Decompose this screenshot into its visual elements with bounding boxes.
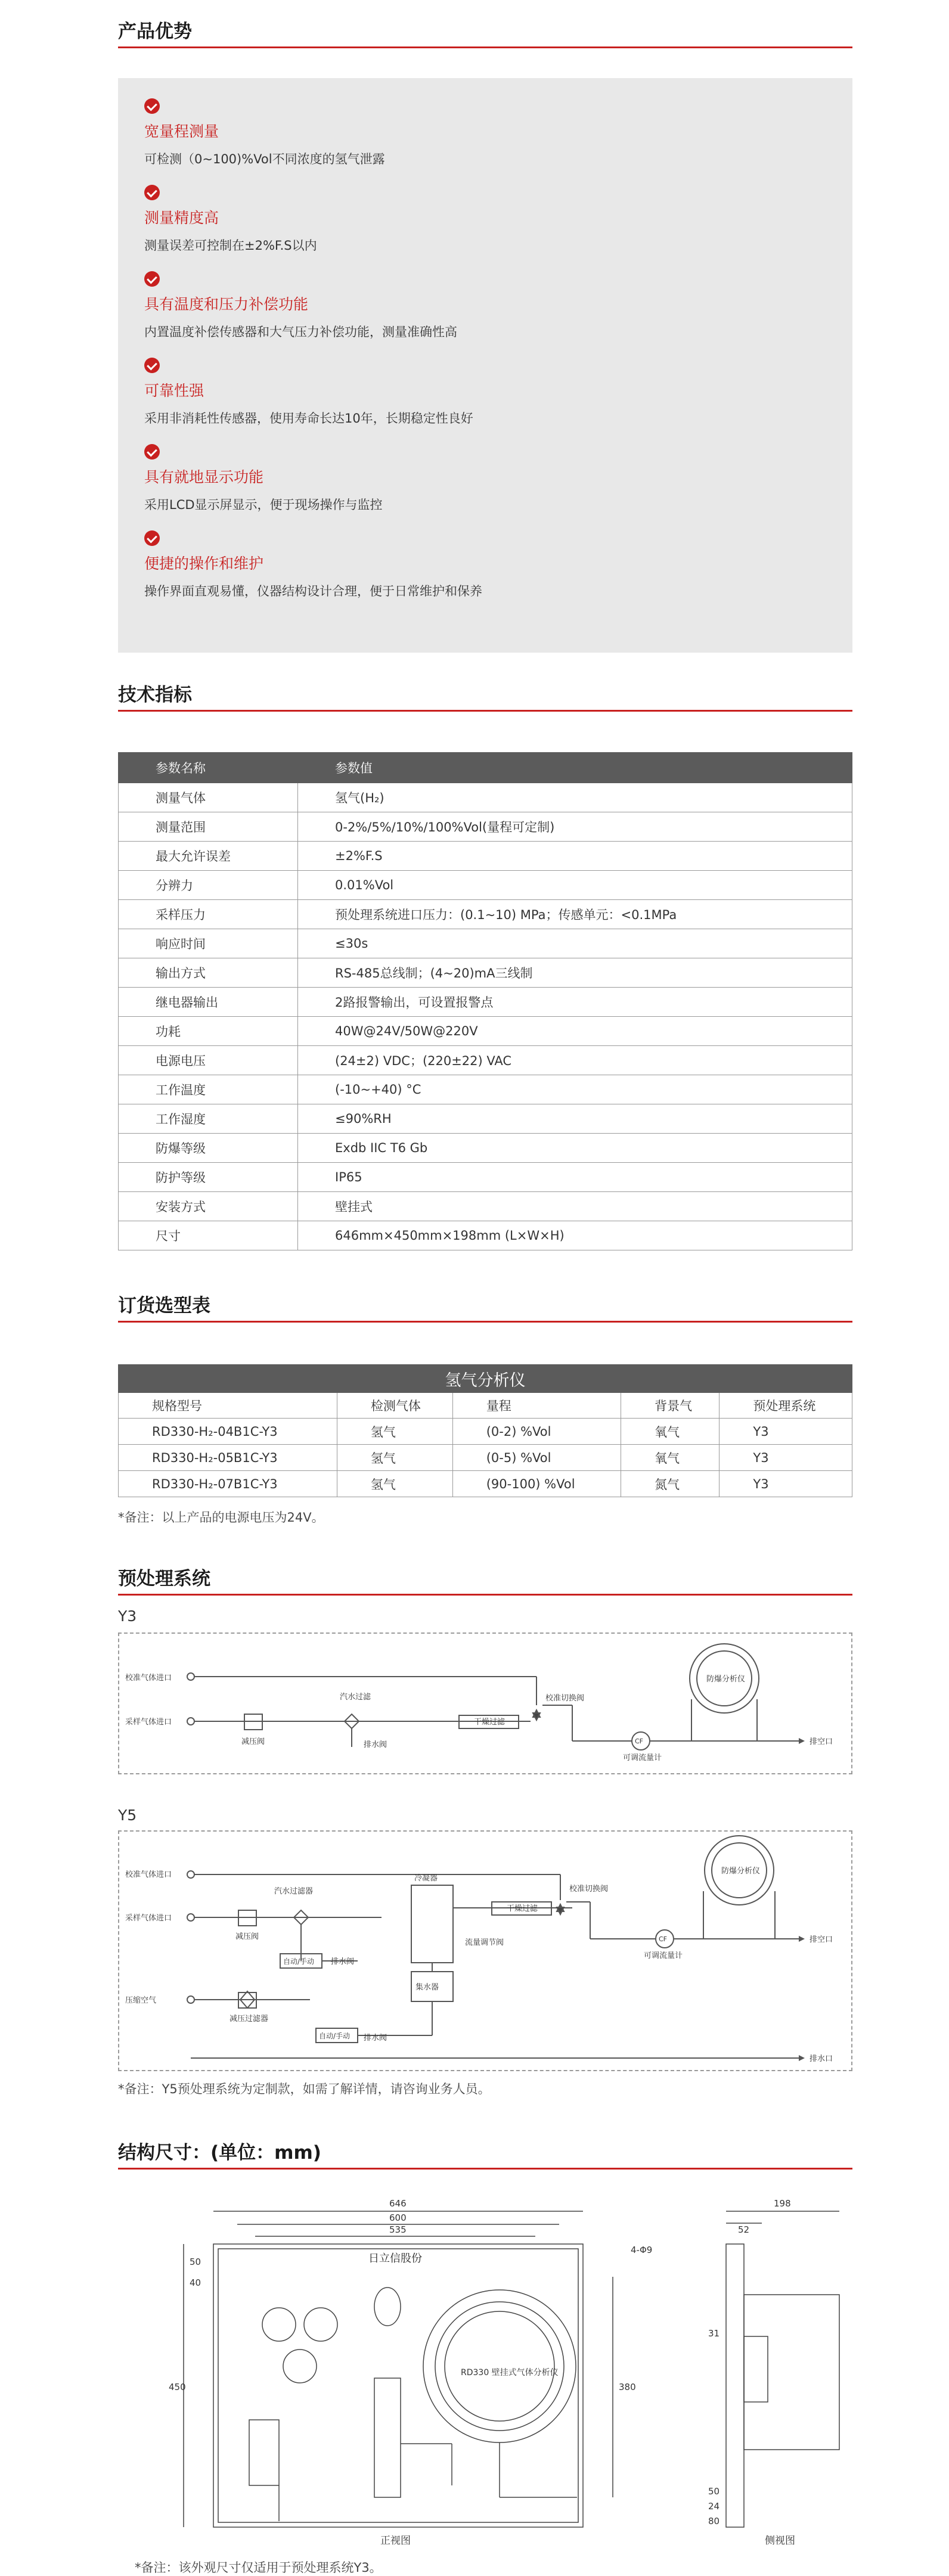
section-rule [118, 46, 852, 48]
param-value-cell: 2路报警输出，可设置报警点 [298, 988, 852, 1017]
table-cell: 氧气 [621, 1419, 719, 1445]
label-vent: 排空口 [810, 1935, 833, 1944]
advantage-item [144, 526, 826, 612]
param-name-cell: 电源电压 [119, 1046, 298, 1075]
table-row [119, 929, 852, 958]
check-icon [144, 444, 160, 460]
label-sample-in: 采样气体进口 [125, 1914, 172, 1923]
param-value-cell: (-10~+40) °C [298, 1075, 852, 1104]
table-cell: (90-100) %Vol [452, 1471, 621, 1497]
column-header: 参数值 [298, 753, 852, 783]
flow-diagram-y5 [119, 1832, 851, 2070]
column-header: 参数名称 [119, 753, 298, 783]
param-value-cell: ≤90%RH [298, 1104, 852, 1134]
column-header: 预处理系统 [719, 1393, 852, 1419]
table-cell: Y3 [719, 1471, 852, 1497]
table-cell: 氢气 [337, 1419, 452, 1445]
diagram-label-y3: Y3 [118, 1607, 137, 1625]
table-cell: (0-5) %Vol [452, 1445, 621, 1471]
param-name-cell: 分辨力 [119, 871, 298, 900]
label-drain-2: 排水阀 [364, 2034, 387, 2043]
section-pretreatment [118, 1547, 852, 2097]
check-icon [144, 98, 160, 114]
dim-h: 450 [169, 2382, 186, 2392]
advantage-item [144, 94, 826, 180]
label-filter: 汽水过滤 [340, 1693, 371, 1702]
column-header: 规格型号 [119, 1393, 337, 1419]
check-icon [144, 271, 160, 287]
label-sample-in: 采样气体进口 [125, 1718, 172, 1727]
pretreatment-note: *备注：Y5预处理系统为定制款，如需了解详情，请咨询业务人员。 [118, 2082, 491, 2096]
section-order [118, 1274, 852, 1526]
param-name-cell: 功耗 [119, 1017, 298, 1046]
section-advantages [118, 0, 852, 653]
param-name-cell: 防护等级 [119, 1163, 298, 1192]
param-name-cell: 响应时间 [119, 929, 298, 958]
dimension-drawing [118, 2187, 852, 2557]
diagram-label-y5: Y5 [118, 1807, 137, 1824]
label-vent: 排空口 [810, 1737, 833, 1746]
param-value-cell: (24±2) VDC；(220±22) VAC [298, 1046, 852, 1075]
model-label: RD330 壁挂式气体分析仪 [461, 2368, 559, 2378]
table-cell: RD330-H₂-07B1C-Y3 [119, 1471, 337, 1497]
table-cell: RD330-H₂-05B1C-Y3 [119, 1445, 337, 1471]
label-reducer: 减压阀 [235, 1932, 259, 1941]
section-title-structure: 结构尺寸：(单位：mm) [118, 2142, 321, 2164]
dim-d8: 24 [708, 2501, 720, 2512]
advantage-desc: 采用LCD显示屏显示，便于现场操作与监控 [144, 498, 383, 512]
table-cell: Y3 [719, 1445, 852, 1471]
dim-d2: 52 [738, 2224, 750, 2235]
label-dryer: 干燥过滤 [507, 1904, 538, 1913]
label-cf: CF [635, 1737, 644, 1745]
table-row [119, 812, 852, 842]
spec-table [118, 752, 852, 1250]
label-calib-in: 校准气体进口 [125, 1870, 172, 1879]
param-name-cell: 采样压力 [119, 900, 298, 929]
param-value-cell: 氢气(H₂) [298, 783, 852, 812]
label-auto-drain: 自动/手动 [283, 1957, 315, 1966]
dim-total-w: 646 [389, 2198, 407, 2209]
label-dryer: 干燥过滤 [474, 1718, 505, 1727]
dim-d6: 31 [708, 2328, 720, 2339]
table-row [119, 900, 852, 929]
table-row [119, 1134, 852, 1163]
label-reducer: 减压阀 [241, 1737, 265, 1746]
dim-hole: 4-Φ9 [631, 2245, 653, 2255]
section-title-specs: 技术指标 [118, 684, 192, 706]
param-value-cell: 壁挂式 [298, 1192, 852, 1221]
label-switch: 校准切换阀 [569, 1885, 609, 1894]
label-flow-adj: 流量调节阀 [465, 1938, 504, 1947]
section-rule [118, 710, 852, 712]
table-cell: Y3 [719, 1419, 852, 1445]
brand-label: 日立信股份 [368, 2252, 422, 2265]
table-row [119, 958, 852, 988]
advantage-item [144, 353, 826, 439]
table-row [119, 988, 852, 1017]
order-table [118, 1364, 852, 1497]
diagram-y3 [118, 1632, 852, 1774]
param-name-cell: 继电器输出 [119, 988, 298, 1017]
label-drain: 排水阀 [331, 1957, 355, 1966]
section-structure [118, 2121, 852, 2576]
table-row [119, 1075, 852, 1104]
label-water-tank: 集水器 [415, 1983, 439, 1992]
dim-d5: 40 [190, 2277, 201, 2288]
param-name-cell: 防爆等级 [119, 1134, 298, 1163]
param-value-cell: 40W@24V/50W@220V [298, 1017, 852, 1046]
section-specs [118, 663, 852, 1250]
column-header: 背景气 [621, 1393, 719, 1419]
table-row [119, 1046, 852, 1075]
label-drain-out: 排水口 [810, 2054, 833, 2063]
advantage-item [144, 180, 826, 266]
label-flow: 可调流量计 [644, 1951, 683, 1960]
param-name-cell: 工作温度 [119, 1075, 298, 1104]
table-cell: (0-2) %Vol [452, 1419, 621, 1445]
table-cell: 氢气 [337, 1471, 452, 1497]
table-row [119, 1104, 852, 1134]
label-analyzer: 防爆分析仪 [721, 1867, 761, 1876]
diagram-y5 [118, 1830, 852, 2071]
param-value-cell: 646mm×450mm×198mm (L×W×H) [298, 1221, 852, 1250]
dim-h2: 380 [619, 2382, 636, 2392]
label-auto-drain-2: 自动/手动 [319, 2032, 351, 2040]
page [118, 0, 852, 2576]
dim-depth: 198 [774, 2198, 791, 2209]
flow-diagram-y3 [119, 1634, 851, 1773]
table-row [119, 1419, 852, 1445]
section-rule [118, 1594, 852, 1596]
side-view-label: 侧视图 [765, 2535, 795, 2547]
check-icon [144, 530, 160, 546]
label-air-in: 压缩空气 [125, 1996, 157, 2005]
check-icon [144, 185, 160, 200]
advantage-title: 具有就地显示功能 [144, 468, 264, 486]
table-row [119, 1192, 852, 1221]
label-cooler: 冷凝器 [414, 1874, 438, 1883]
dim-plate-w: 535 [389, 2224, 407, 2235]
table-header-row [119, 753, 852, 783]
front-view-label: 正视图 [380, 2535, 411, 2547]
table-row [119, 1163, 852, 1192]
section-rule [118, 2168, 852, 2170]
structure-drawing [118, 2187, 852, 2557]
advantage-title: 可靠性强 [144, 382, 204, 399]
order-table-title: 氢气分析仪 [119, 1365, 852, 1393]
param-value-cell: 预处理系统进口压力：(0.1~10) MPa；传感单元：<0.1MPa [298, 900, 852, 929]
table-row [119, 871, 852, 900]
table-cell: 氢气 [337, 1445, 452, 1471]
param-value-cell: 0-2%/5%/10%/100%Vol(量程可定制) [298, 812, 852, 842]
param-name-cell: 安装方式 [119, 1192, 298, 1221]
check-icon [144, 358, 160, 373]
order-note: *备注：以上产品的电源电压为24V。 [118, 1510, 324, 1525]
advantage-desc: 采用非消耗性传感器，使用寿命长达10年，长期稳定性良好 [144, 411, 473, 426]
param-value-cell: Exdb IIC T6 Gb [298, 1134, 852, 1163]
advantages-panel [118, 78, 852, 653]
param-name-cell: 测量气体 [119, 783, 298, 812]
table-row [119, 783, 852, 812]
param-name-cell: 工作湿度 [119, 1104, 298, 1134]
param-value-cell: RS-485总线制；(4~20)mA三线制 [298, 958, 852, 988]
label-cf: CF [659, 1935, 668, 1943]
param-name-cell: 输出方式 [119, 958, 298, 988]
advantage-item [144, 266, 826, 353]
param-value-cell: ≤30s [298, 929, 852, 958]
label-calib-in: 校准气体进口 [125, 1674, 172, 1683]
table-cell: RD330-H₂-04B1C-Y3 [119, 1419, 337, 1445]
param-value-cell: IP65 [298, 1163, 852, 1192]
advantage-title: 宽量程测量 [144, 123, 219, 140]
label-filter: 汽水过滤器 [274, 1887, 314, 1896]
advantage-title: 便捷的操作和维护 [144, 555, 264, 572]
dim-d3: 80 [708, 2516, 720, 2527]
param-name-cell: 尺寸 [119, 1221, 298, 1250]
dim-d4: 50 [708, 2486, 720, 2497]
param-name-cell: 测量范围 [119, 812, 298, 842]
advantage-title: 具有温度和压力补偿功能 [144, 296, 309, 313]
dim-d7: 50 [190, 2257, 201, 2267]
param-value-cell: ±2%F.S [298, 842, 852, 871]
table-row [119, 842, 852, 871]
label-flow: 可调流量计 [623, 1753, 662, 1762]
advantage-desc: 操作界面直观易懂，仪器结构设计合理，便于日常维护和保养 [144, 584, 482, 598]
section-title-order: 订货选型表 [118, 1295, 210, 1317]
section-rule [118, 1321, 852, 1323]
dim-inner-w: 600 [389, 2212, 407, 2223]
table-cell: 氮气 [621, 1471, 719, 1497]
advantage-desc: 测量误差可控制在±2%F.S以内 [144, 238, 317, 253]
advantage-desc: 可检测（0~100)%Vol不同浓度的氢气泄露 [144, 152, 385, 166]
section-title-pretreatment: 预处理系统 [118, 1568, 210, 1590]
label-reducer-filter: 减压过滤器 [230, 2015, 269, 2023]
table-header-row [119, 1393, 852, 1419]
advantage-item [144, 439, 826, 526]
label-switch: 校准切换阀 [545, 1694, 585, 1703]
label-analyzer: 防爆分析仪 [706, 1675, 746, 1684]
table-row [119, 1445, 852, 1471]
table-row [119, 1471, 852, 1497]
column-header: 检测气体 [337, 1393, 452, 1419]
structure-note: *备注：该外观尺寸仅适用于预处理系统Y3。 [135, 2561, 382, 2575]
advantage-title: 测量精度高 [144, 209, 219, 226]
column-header: 量程 [452, 1393, 621, 1419]
table-row [119, 1017, 852, 1046]
section-title-advantages: 产品优势 [118, 21, 192, 42]
param-name-cell: 最大允许误差 [119, 842, 298, 871]
label-drain: 排水阀 [364, 1740, 387, 1749]
advantage-desc: 内置温度补偿传感器和大气压力补偿功能，测量准确性高 [144, 325, 457, 339]
table-cell: 氧气 [621, 1445, 719, 1471]
table-row [119, 1221, 852, 1250]
param-value-cell: 0.01%Vol [298, 871, 852, 900]
